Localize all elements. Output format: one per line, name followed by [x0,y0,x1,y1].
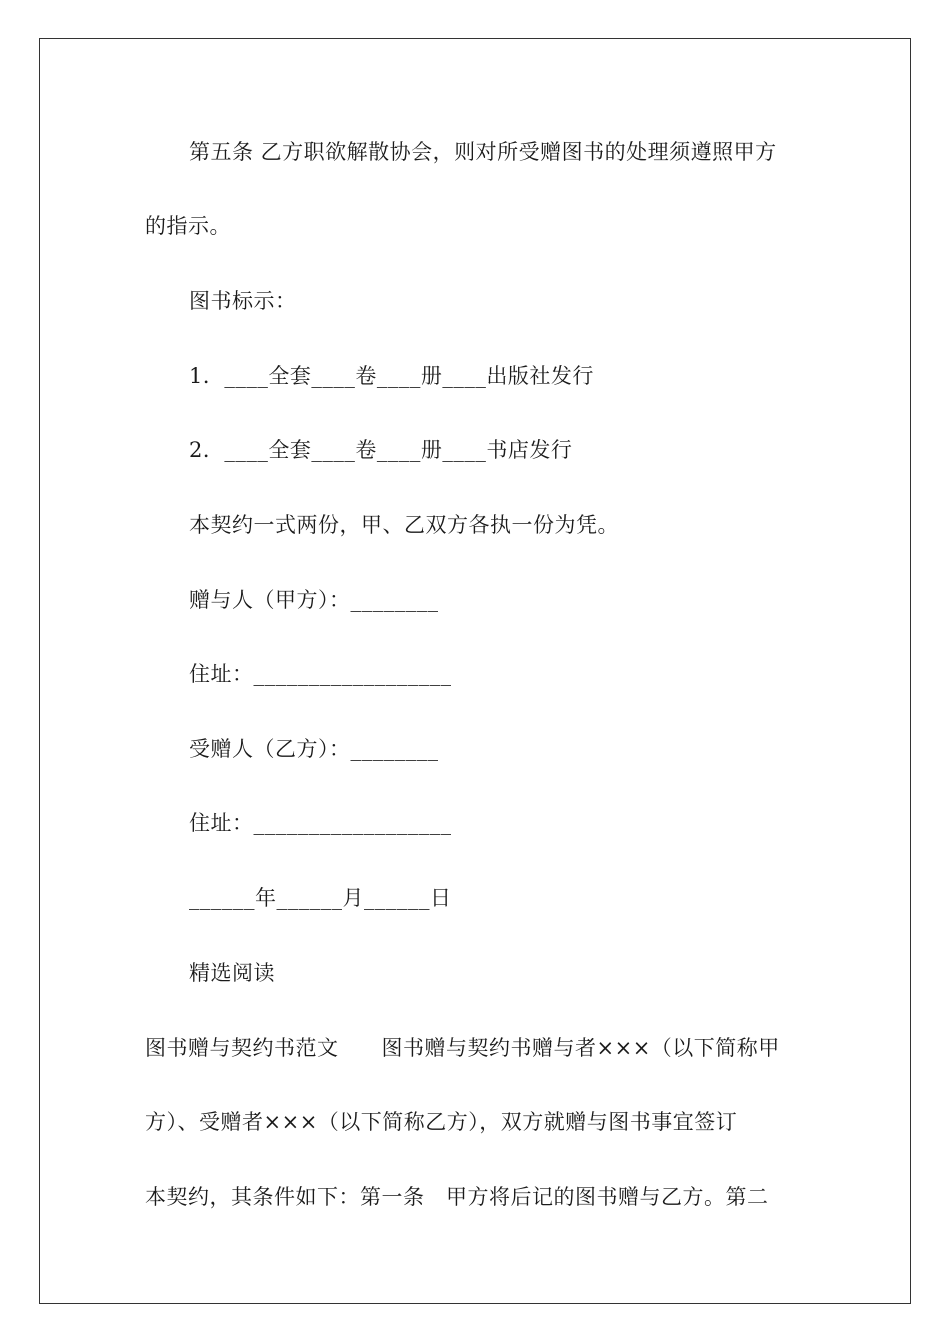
featured-reading-heading: 精选阅读 [189,961,275,985]
paragraph-article-five-line-1: 第五条 乙方职欲解散协会，则对所受赠图书的处理须遵照甲方 [189,140,777,164]
donor-signature-line: 赠与人（甲方）：________ [189,588,439,612]
paragraph-article-five-line-2: 的指示。 [145,214,231,238]
donor-address-line: 住址：__________________ [189,662,452,686]
sample-text-line-1: 图书赠与契约书范文 图书赠与契约书赠与者×××（以下简称甲 [145,1036,780,1060]
contract-copies-note: 本契约一式两份，甲、乙双方各执一份为凭。 [189,513,619,537]
sample-text-line-2: 方）、受赠者×××（以下简称乙方），双方就赠与图书事宜签订 [145,1110,738,1134]
recipient-signature-line: 受赠人（乙方）：________ [189,737,439,761]
date-line: ______年______月______日 [189,886,452,910]
sample-text-line-3: 本契约，其条件如下：第一条 甲方将后记的图书赠与乙方。第二 [145,1185,769,1209]
recipient-address-line: 住址：__________________ [189,811,452,835]
book-label-heading: 图书标示： [189,289,297,313]
book-item-1: 1．____全套____卷____册____出版社发行 [189,364,594,388]
book-item-2: 2．____全套____卷____册____书店发行 [189,438,573,462]
